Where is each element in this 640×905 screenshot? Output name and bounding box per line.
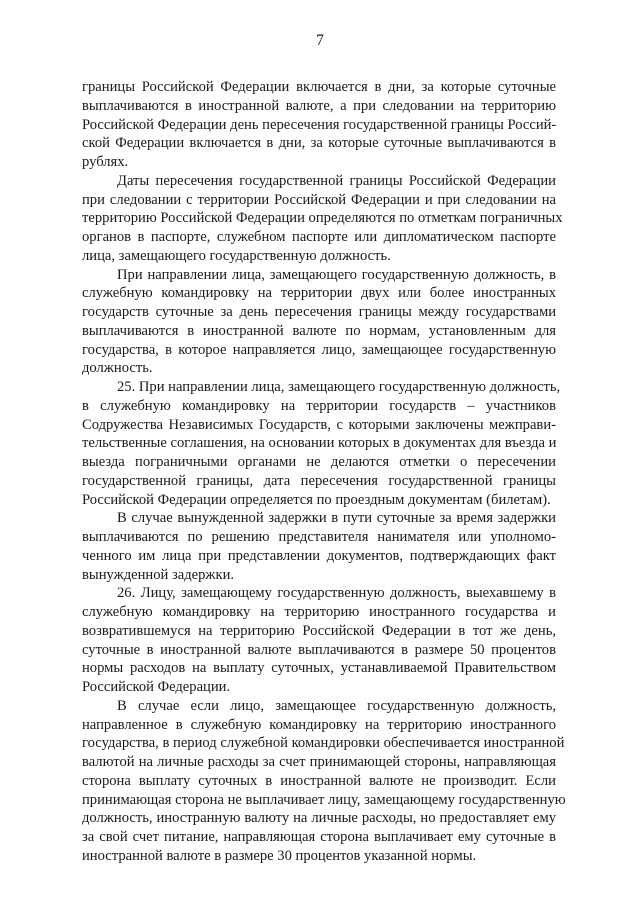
text-line: валютой на личные расходы за счет принимающей стороны, направляющая (82, 754, 556, 770)
text-line: государства, в период служебной командировки обеспечивается иностранной (82, 735, 565, 752)
text-line: Российской Федерации день пересечения государственной границы Россий- (82, 116, 557, 133)
text-line: ченного им лица при представлении документов, подтверждающих факт (82, 547, 556, 564)
text-line: иностранной валюте в размере 30 процентов указанной нормы. (82, 847, 477, 864)
paragraph (82, 266, 556, 379)
text-line: ской Федерации включается в дни, за которые суточные выплачиваются в (82, 135, 556, 152)
text-line: возвратившемуся на территорию Российской Федерации в тот же день, (82, 622, 556, 639)
text-line: принимающая сторона не выплачивает лицу, замещающему государственную (82, 791, 566, 808)
paragraph (82, 584, 556, 697)
text-line: 26. Лицу, замещающему государственную должность, выехавшему в (117, 585, 556, 602)
text-line: выплачиваются в иностранной валюте, а при следовании на территорию (82, 97, 556, 114)
text-line: лица, замещающего государственную должность. (82, 247, 391, 264)
text-line: тельственные соглашения, на основании которых в документах для въезда и (82, 435, 557, 452)
text-line: В случае вынужденной задержки в пути суточные за время задержки (117, 510, 556, 527)
text-line: Российской Федерации. (82, 679, 231, 695)
text-line: должность, иностранную валюту на личные расходы, но предоставляет ему (82, 810, 556, 827)
document-body (82, 78, 566, 866)
text-line: В случае если лицо, замещающее государственную должность, (117, 697, 556, 714)
paragraph (82, 509, 556, 584)
text-line: выезда пограничными органами не делаются отметки о пересечении (82, 454, 556, 470)
text-line: государств суточные за день пересечения границы между государствами (82, 304, 556, 320)
text-line: выплачиваются по решению представителя нанимателя или уполномо- (82, 529, 556, 545)
text-line: вынужденной задержки. (82, 566, 235, 583)
text-line: Даты пересечения государственной границы Российской Федерации (117, 172, 556, 189)
text-line: суточные в иностранной валюте выплачиваются в размере 50 процентов (82, 641, 556, 658)
text-line: Российской Федерации определяется по проездным документам (билетам). (82, 491, 551, 508)
text-line: Содружества Независимых Государств, с которыми заключены межправи- (82, 416, 556, 433)
text-line: служебную командировку на территории двух или более иностранных (82, 285, 556, 302)
text-line: в служебную командировку на территории государств – участников (82, 397, 556, 414)
paragraph (82, 78, 556, 172)
text-line: нормы расходов на выплату суточных, устанавливаемой Правительством (82, 660, 556, 677)
text-line: за свой счет питание, направляющая сторона выплачивает ему суточные в (82, 829, 556, 845)
text-line: при следовании с территории Российской Федерации и при следовании на (82, 191, 556, 208)
paragraph (82, 697, 566, 866)
page-number: 7 (316, 32, 324, 49)
text-line: служебную командировку на территорию иностранного государства и (82, 604, 556, 620)
text-line: территорию Российской Федерации определяются по отметкам пограничных (82, 210, 563, 227)
text-line: рублях. (82, 154, 129, 170)
text-line: При направлении лица, замещающего государственную должность, в (117, 266, 556, 283)
paragraph (82, 172, 563, 266)
text-line: выплачиваются в иностранной валюте по нормам, установленным для (82, 322, 556, 339)
text-line: государства, в которое направляется лицо, замещающее государственную (82, 341, 556, 358)
text-line: границы Российской Федерации включается в дни, за которые суточные (82, 79, 556, 95)
text-line: сторона выплату суточных в иностранной валюте не производит. Если (82, 772, 556, 789)
text-line: направленное в служебную командировку на территорию иностранного (82, 716, 556, 733)
text-line: государственной границы, дата пересечения государственной границы (82, 472, 556, 489)
text-line: 25. При направлении лица, замещающего государственную должность, (117, 379, 561, 395)
paragraph (82, 378, 561, 509)
text-line: органов в паспорте, служебном паспорте или дипломатическом паспорте (82, 229, 556, 245)
text-line: должность. (82, 360, 153, 377)
